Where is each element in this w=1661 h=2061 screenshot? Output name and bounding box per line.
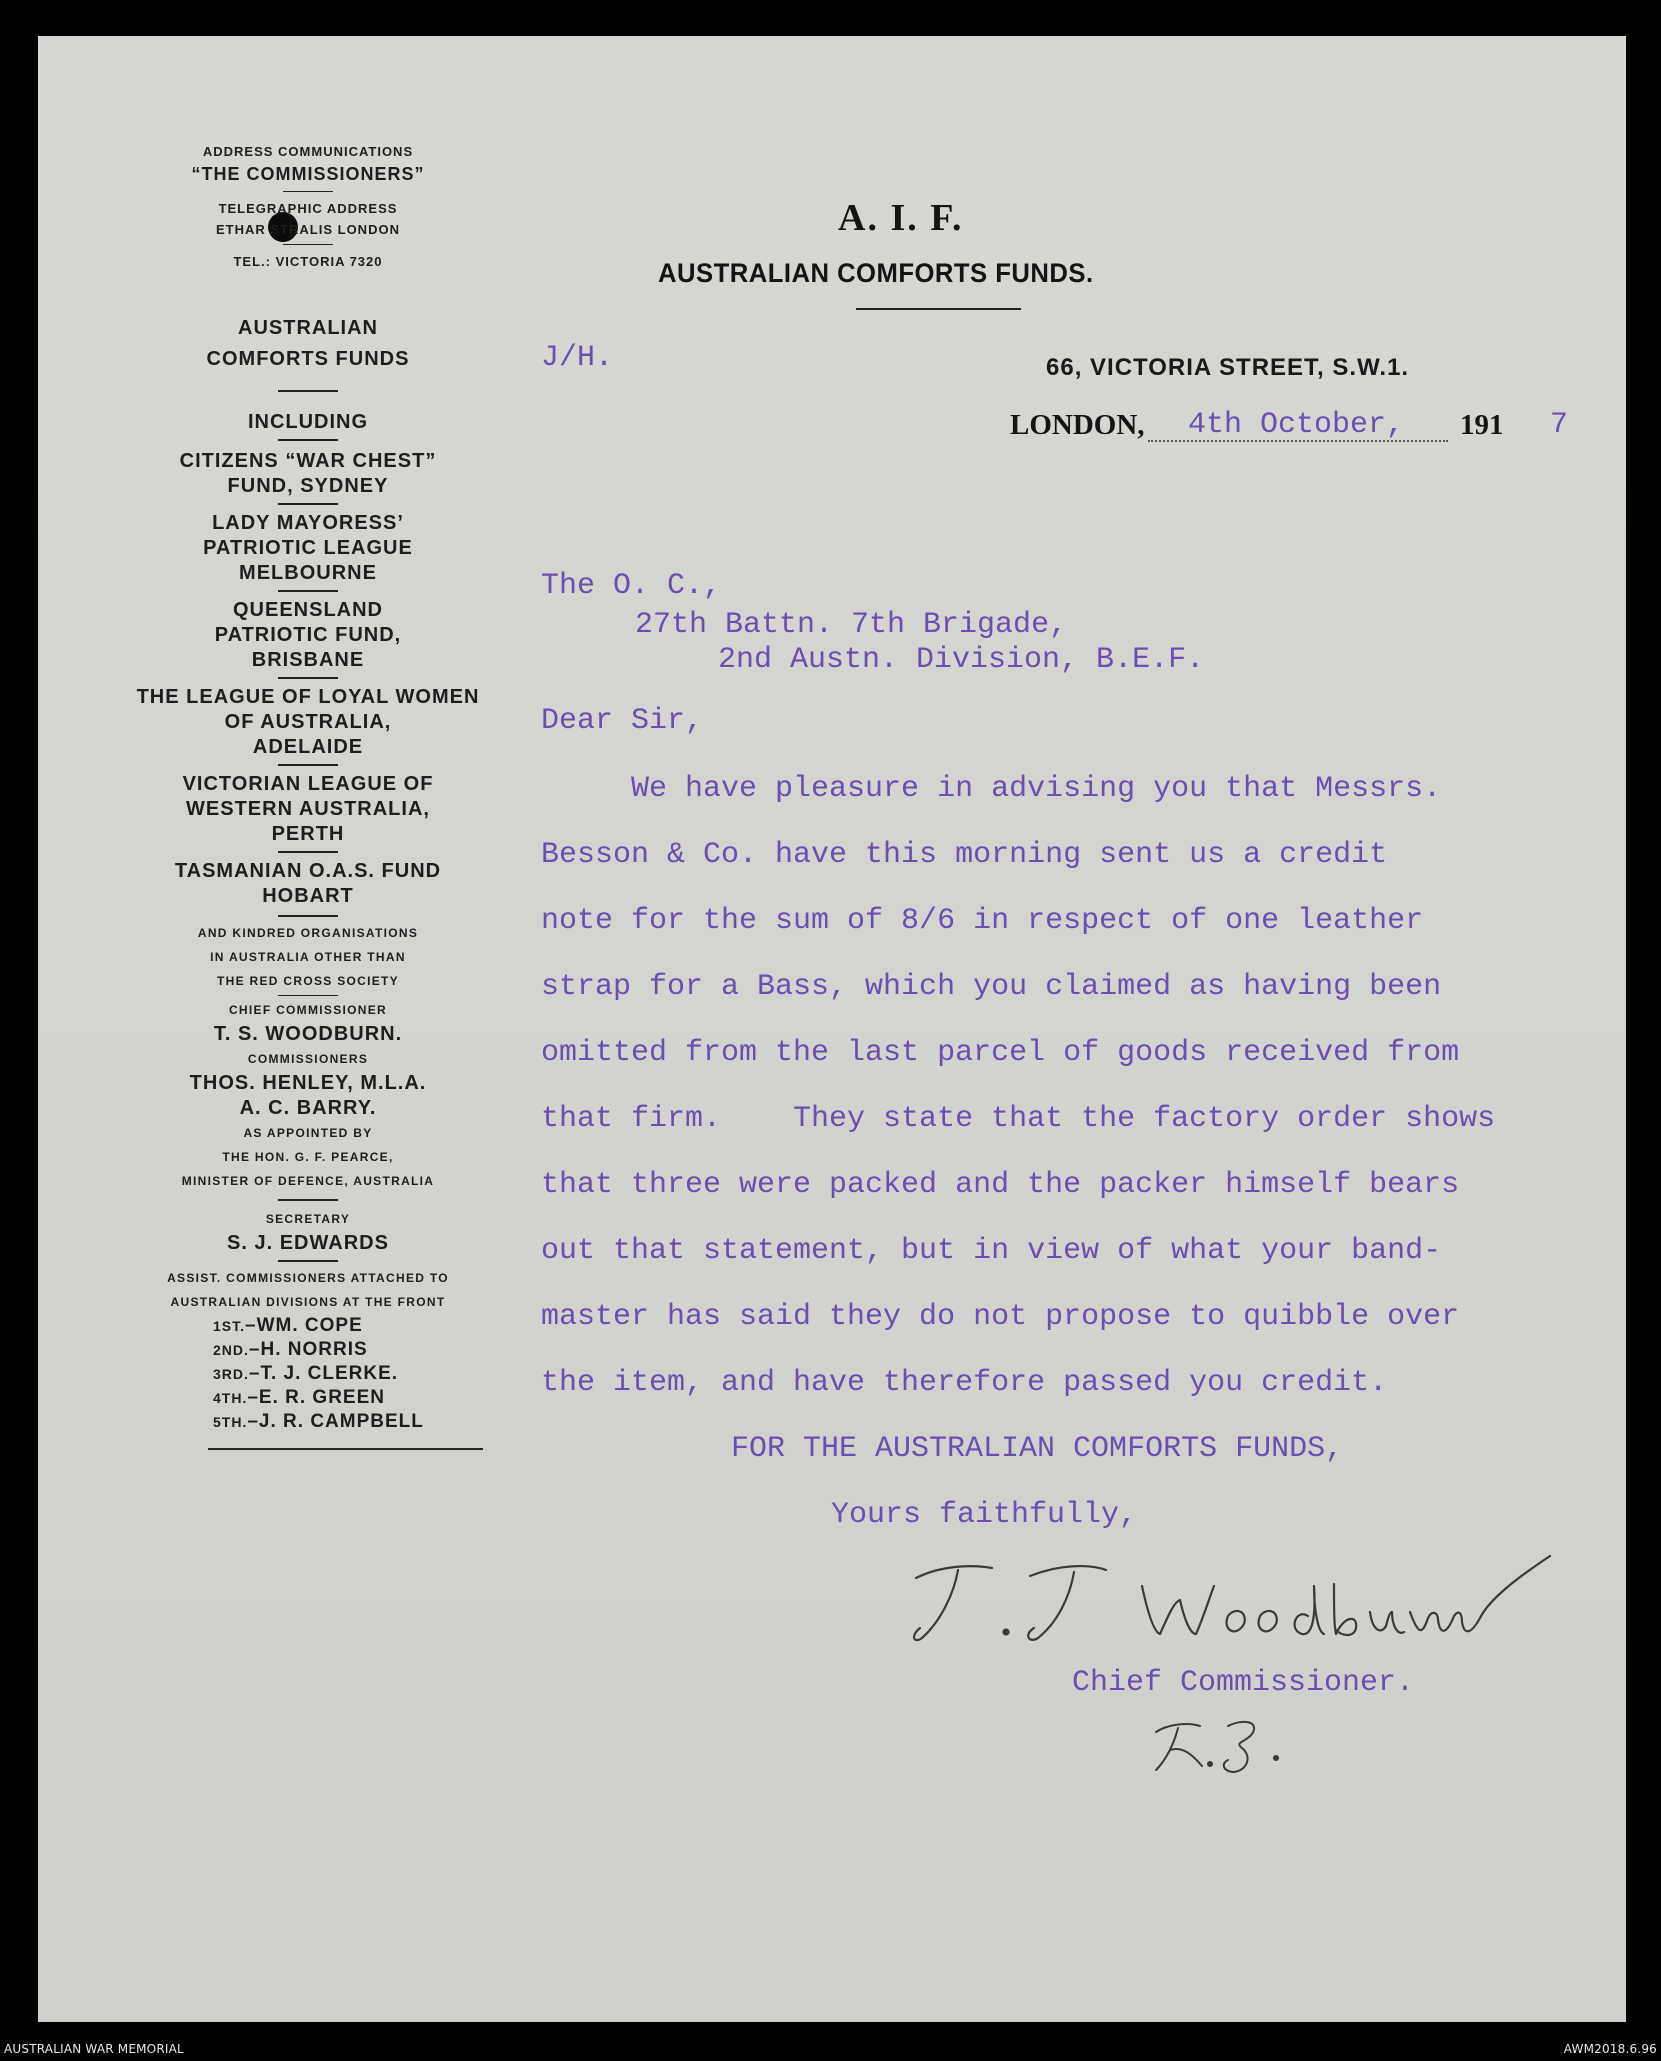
letterhead-subtitle: AUSTRALIAN COMFORTS FUNDS. (658, 258, 1094, 288)
divider (278, 851, 338, 853)
divider (278, 995, 338, 996)
divider (278, 1260, 338, 1262)
footer-accession-number: AWM2018.6.96 (1563, 2042, 1657, 2056)
closing-organisation: FOR THE AUSTRALIAN COMFORTS FUNDS, (731, 1432, 1344, 1466)
org-name-line2: COMFORTS FUNDS (206, 348, 410, 370)
kindred-line3: THE RED CROSS SOCIETY (217, 974, 399, 988)
divider (283, 191, 333, 192)
fund-queensland: QUEENSLAND PATRIOTIC FUND, BRISBANE (214, 599, 402, 671)
fund-lady-mayoress: LADY MAYORESS’ PATRIOTIC LEAGUE MELBOURNE (203, 512, 413, 584)
letter-body (541, 769, 1495, 1429)
chief-commissioner-label: CHIEF COMMISSIONER (228, 1003, 388, 1017)
appointed-by-label: AS APPOINTED BY (243, 1126, 373, 1140)
body-line: the item, and have therefore passed you credit. (541, 1366, 1388, 1400)
body-line: out that statement, but in view of what your band- (541, 1234, 1442, 1268)
body-line: Besson & Co. have this morning sent us a credit (541, 838, 1388, 872)
org-name-line1: AUSTRALIAN (238, 317, 378, 339)
recipient-line1: The O. C., (541, 569, 722, 603)
letterhead-title: A. I. F. (838, 197, 964, 239)
footer-archive-name: AUSTRALIAN WAR MEMORIAL (4, 2042, 184, 2056)
divider (208, 1448, 483, 1450)
body-line: that three were packed and the packer himself bears (541, 1168, 1460, 1202)
divider (278, 764, 338, 766)
telephone: TEL.: VICTORIA 7320 (233, 254, 383, 269)
letterhead-sidebar (98, 141, 518, 1450)
commissioner-barry: A. C. BARRY. (239, 1097, 377, 1119)
divider (278, 1199, 338, 1201)
fund-victorian-league: VICTORIAN LEAGUE OF WESTERN AUSTRALIA, PERTH (182, 773, 434, 845)
including-label: INCLUDING (247, 411, 369, 433)
telegraphic-address-label: TELEGRAPHIC ADDRESS (218, 201, 398, 216)
appointed-by-line1: THE HON. G. F. PEARCE, (222, 1150, 394, 1164)
fund-league-loyal-women: THE LEAGUE OF LOYAL WOMEN OF AUSTRALIA, ADELAIDE (136, 686, 480, 758)
recipient-line2: 27th Battn. 7th Brigade, (635, 608, 1068, 642)
secretary-label: SECRETARY (265, 1212, 351, 1226)
divider (278, 590, 338, 592)
divider (278, 677, 338, 679)
kindred-line2: IN AUSTRALIA OTHER THAN (210, 950, 406, 964)
recipient-line3: 2nd Austn. Division, B.E.F. (718, 643, 1205, 677)
year-digit: 7 (1550, 408, 1569, 442)
body-line: We have pleasure in advising you that Messrs. (541, 772, 1442, 806)
header-divider (856, 308, 1021, 310)
divider (283, 244, 333, 245)
telegraphic-address: ETHAR STRALIS LONDON (216, 222, 400, 237)
division-row: 3RD.–T. J. CLERKE. (213, 1363, 399, 1384)
city-label: LONDON, (1010, 409, 1145, 441)
body-line: master has said they do not propose to quibble over (541, 1300, 1460, 1334)
body-line: note for the sum of 8/6 in respect of one leather (541, 904, 1424, 938)
body-line: that firm. They state that the factory order shows (541, 1102, 1496, 1136)
chief-commissioner-name: T. S. WOODBURN. (213, 1023, 403, 1045)
fund-citizens-war-chest: CITIZENS “WAR CHEST” FUND, SYDNEY (179, 450, 437, 497)
divider (278, 439, 338, 441)
signatory-role: Chief Commissioner. (1072, 1666, 1415, 1700)
salutation: Dear Sir, (541, 704, 704, 738)
street-address: 66, VICTORIA STREET, S.W.1. (1046, 354, 1410, 381)
division-row: 2ND.–H. NORRIS (213, 1339, 368, 1360)
assist-commissioners-line2: AUSTRALIAN DIVISIONS AT THE FRONT (170, 1295, 446, 1309)
handwritten-initials (1148, 1708, 1308, 1778)
divider (278, 915, 338, 917)
divider (278, 390, 338, 392)
letter-sheet (38, 36, 1626, 2022)
commissioner-henley: THOS. HENLEY, M.L.A. (189, 1072, 427, 1094)
year-prefix: 191 (1460, 409, 1504, 441)
commissioners-address: “THE COMMISSIONERS” (191, 164, 425, 184)
handwritten-signature (910, 1546, 1560, 1656)
closing-phrase: Yours faithfully, (831, 1498, 1138, 1532)
division-commissioners-list (213, 1314, 518, 1434)
secretary-name: S. J. EDWARDS (227, 1232, 389, 1254)
address-communications-label: ADDRESS COMMUNICATIONS (202, 144, 414, 159)
kindred-line1: AND KINDRED ORGANISATIONS (197, 926, 419, 940)
fund-tasmanian: TASMANIAN O.A.S. FUND HOBART (174, 860, 442, 907)
divider (278, 503, 338, 505)
division-row: 5TH.–J. R. CAMPBELL (213, 1411, 424, 1432)
division-row: 4TH.–E. R. GREEN (213, 1387, 385, 1408)
body-line: omitted from the last parcel of goods received from (541, 1036, 1460, 1070)
assist-commissioners-line1: ASSIST. COMMISSIONERS ATTACHED TO (167, 1271, 449, 1285)
division-row: 1ST.–WM. COPE (213, 1315, 363, 1336)
commissioners-label: COMMISSIONERS (247, 1052, 369, 1066)
appointed-by-line2: MINISTER OF DEFENCE, AUSTRALIA (181, 1174, 435, 1188)
body-line: strap for a Bass, which you claimed as having been (541, 970, 1442, 1004)
reference-code: J/H. (541, 341, 614, 375)
letter-date: 4th October, (1188, 408, 1405, 442)
